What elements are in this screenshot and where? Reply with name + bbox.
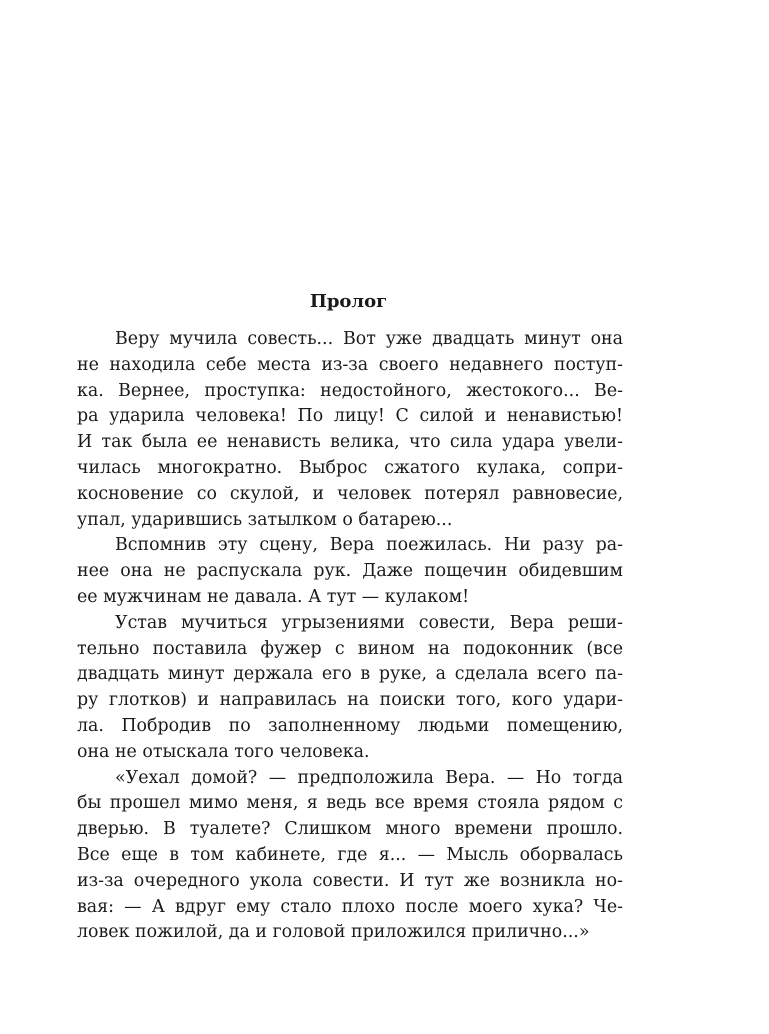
text-line: косновение со скулой, и человек потерял равновесие, [77, 483, 623, 504]
text-line: ее мужчинам не давала. А тут — кулаком! [77, 586, 470, 607]
text-line: ла. Побродив по заполненному людьми помещению, [77, 715, 623, 736]
text-line: Веру мучила совесть... Вот уже двадцать минут она [115, 329, 623, 349]
chapter-title: Пролог [309, 291, 388, 312]
text-line: чилась многократно. Выброс сжатого кулака, сопри- [77, 457, 623, 478]
text-line: нее она не распускала рук. Даже пощечин обидевшим [77, 561, 623, 582]
text-line: ра ударила человека! По лицу! С силой и ненавистью! [77, 406, 623, 427]
text-line: тельно поставила фужер с вином на подоконник (все [77, 638, 623, 659]
text-line: она не отыскала того человека. [77, 741, 370, 762]
body-text [77, 327, 623, 946]
text-line: вая: — А вдруг ему стало плохо после моего хука? Че- [77, 896, 623, 917]
text-line: бы прошел мимо меня, я ведь все время стояла рядом с [77, 793, 623, 814]
text-line: из-за очередного укола совести. И тут же возникла но- [77, 870, 623, 891]
text-line: Вспомнив эту сцену, Вера поежилась. Ни разу ра- [115, 535, 623, 556]
text-line: упал, ударившись затылком о батарею... [77, 509, 453, 530]
text-line: Устав мучиться угрызениями совести, Вера реши- [115, 612, 623, 633]
text-line: не находила себе места из-за своего недавнего поступ- [77, 354, 623, 375]
text-line: Все еще в том кабинете, где я... — Мысль оборвалась [77, 844, 623, 865]
text-line: «Уехал домой? — предположила Вера. — Но тогда [115, 767, 623, 788]
text-line: двадцать минут держала его в руке, а сделала всего па- [77, 664, 623, 685]
text-line: ка. Вернее, проступка: недостойного, жестокого... Ве- [77, 380, 623, 401]
text-line: ру глотков) и направилась на поиски того, кого удари- [77, 690, 623, 711]
text-line: И так была ее ненависть велика, что сила удара увели- [77, 432, 623, 453]
text-line: ловек пожилой, да и головой приложился прилично...» [77, 922, 590, 943]
text-line: дверью. В туалете? Слишком много времени прошло. [77, 819, 623, 840]
